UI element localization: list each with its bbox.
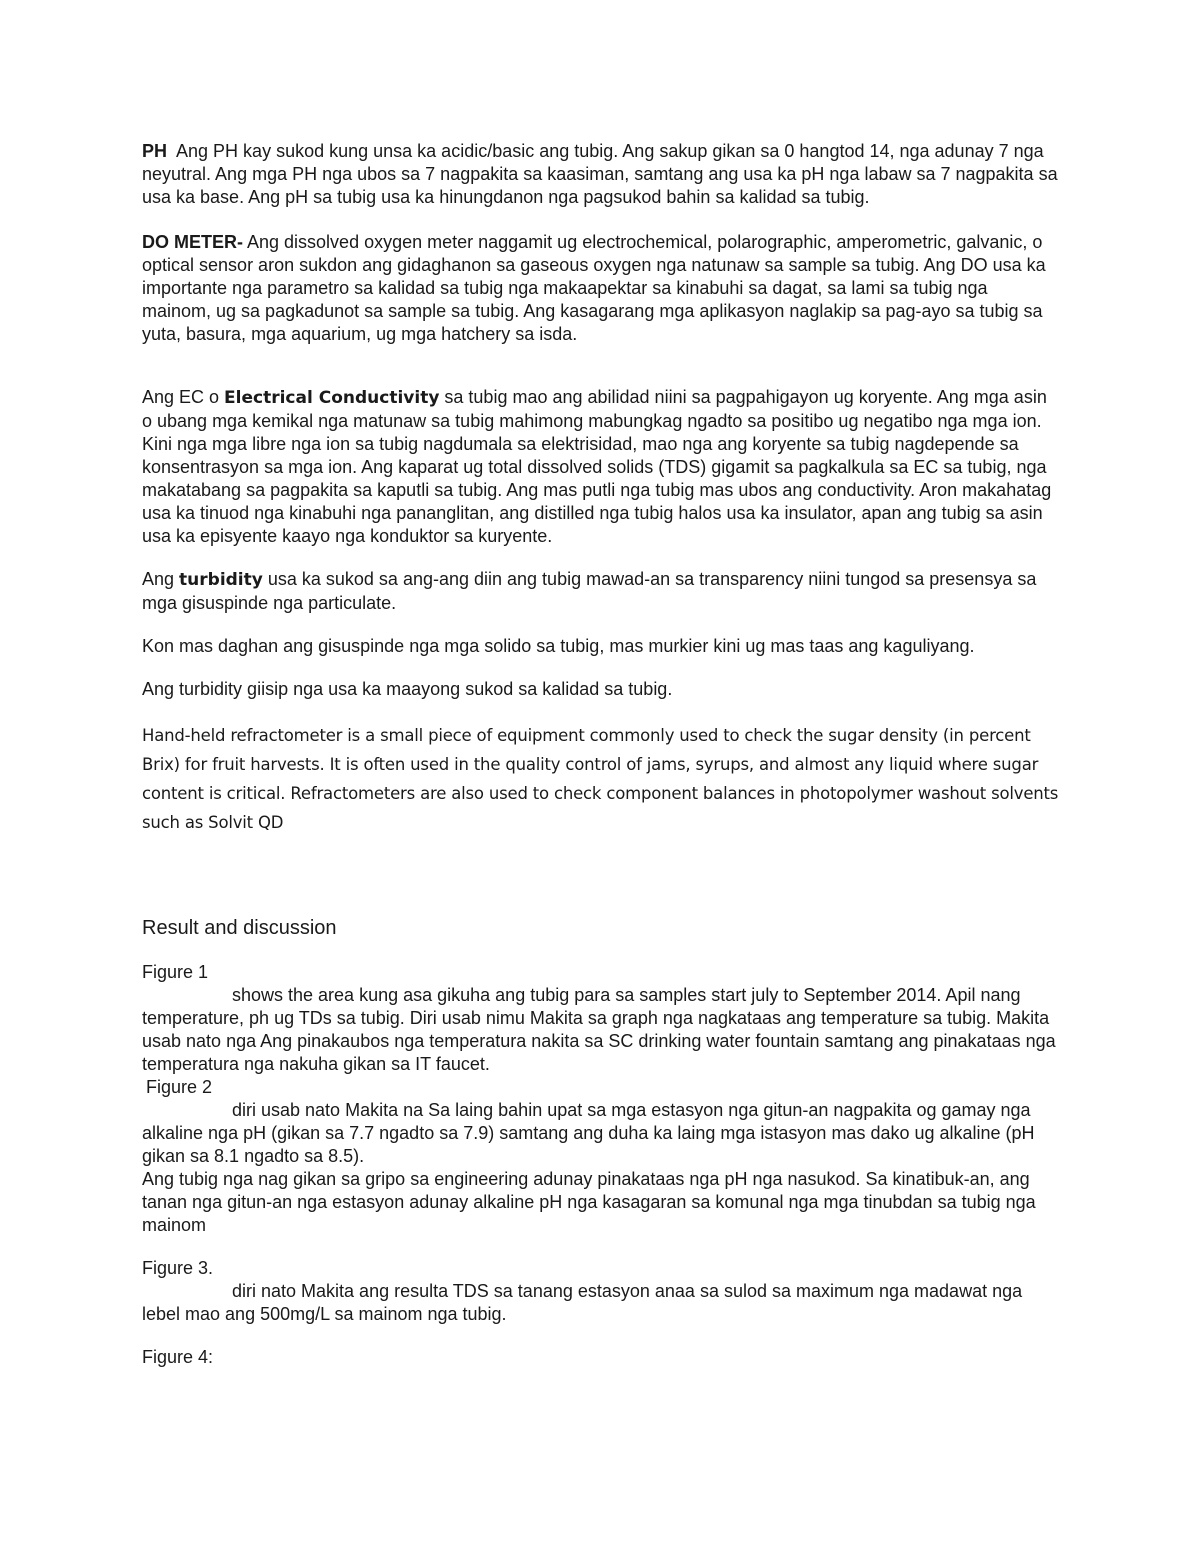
turbidity-paragraph — [142, 568, 1060, 615]
figure-3-body: diri nato Makita ang resulta TDS sa tanang estasyon anaa sa sulod sa maximum nga madawat nga lebel mao ang 500mg/L sa mainom nga tubig. — [142, 1281, 1023, 1324]
turbidity-bold-term: turbidity — [179, 570, 263, 590]
figure-4-label: Figure 4: — [142, 1347, 214, 1367]
figure-1-body: shows the area kung asa gikuha ang tubig para sa samples start july to September 2014. Apil nang temperature, ph ug TDs sa tubig. Diri usab nimu Makita sa graph nga nagkataas ang temperature sa tubig. Makita usab nato nga Ang pinakaubos nga temperatura nakita sa SC drinking water fountain samtang ang pinakataas nga temperatura nga nakuha gikan sa IT faucet. — [142, 985, 1056, 1074]
figure-2-text — [142, 1099, 1060, 1168]
figure-3-text — [142, 1280, 1060, 1326]
ec-before: Ang EC o — [142, 387, 225, 407]
ec-bold-term: Electrical Conductivity — [224, 388, 440, 408]
refractometer-paragraph: Hand-held refractometer is a small piece of equipment commonly used to check the sugar density (in percent Brix) for fruit harvests. It is often used in the quality control of jams, syrups, and almost any liquid where sugar content is critical. Refractometers are also used to check component balances in photopolymer washout solvents such as Solvit QD — [142, 726, 1059, 832]
figure-2-text-2: Ang tubig nga nag gikan sa gripo sa engineering adunay pinakataas nga pH nga nasukod. Sa kinatibuk-an, ang tanan nga gitun-an nga estasyon adunay alkaline pH nga kasagaran sa komunal nga mga tinubdan sa tubig nga mainom — [142, 1169, 1036, 1235]
figure-2-label: Figure 2 — [146, 1077, 213, 1097]
figure-3-label: Figure 3. — [142, 1258, 214, 1278]
turbidity-paragraph-2: Kon mas daghan ang gisuspinde nga mga solido sa tubig, mas murkier kini ug mas taas ang kaguliyang. — [142, 636, 975, 656]
do-meter-label: DO METER- — [142, 232, 243, 252]
ph-label: PH — [142, 141, 168, 161]
turbidity-paragraph-3: Ang turbidity giisip nga usa ka maayong sukod sa kalidad sa tubig. — [142, 679, 673, 699]
results-heading: Result and discussion — [142, 917, 337, 939]
do-meter-text: Ang dissolved oxygen meter naggamit ug electrochemical, polarographic, amperometric, galvanic, o optical sensor aron sukdon ang gidaghanon sa gaseous oxygen nga natunaw sa sample sa tubig. Ang DO usa ka importante nga parametro sa kalidad sa tubig nga makaapektar sa kinabuhi sa dagat, sa lami sa tubig nga mainom, ug sa pagkadunot sa sample sa tubig. Ang kasagarang mga aplikasyon naglakip sa pag-ayo sa tubig sa yuta, basura, mga aquarium, ug mga hatchery sa isda. — [142, 232, 1046, 344]
ph-paragraph — [142, 140, 1063, 209]
do-meter-paragraph — [142, 231, 1060, 346]
ec-paragraph — [142, 386, 1060, 548]
figure-1-text — [142, 984, 1060, 1076]
ec-after: sa tubig mao ang abilidad niini sa pagpahigayon ug koryente. Ang mga asin o ubang mga kemikal nga matunaw sa tubig mahimong mabungkag ngadto sa positibo ug negatibo nga mga ion. Kini nga mga libre nga ion sa tubig nagdumala sa elektrisidad, mao nga ang koryente sa tubig nagdepende sa konsentrasyon sa mga ion. Ang kaparat ug total dissolved solids (TDS) gigamit sa pagkalkula sa EC sa tubig, nga makatabang sa pagpakita sa kaputli sa tubig. Ang mas putli nga tubig mas ubos ang conductivity. Aron makahatag usa ka tinuod nga kinabuhi nga pananglitan, ang distilled nga tubig halos usa ka insulator, apan ang tubig sa asin usa ka episyente kaayo nga konduktor sa kuryente. — [142, 387, 1052, 546]
ph-text: Ang PH kay sukod kung unsa ka acidic/basic ang tubig. Ang sakup gikan sa 0 hangtod 14, nga adunay 7 nga neyutral. Ang mga PH nga ubos sa 7 nagpakita sa kaasiman, samtang ang usa ka pH nga labaw sa 7 nagpakita sa usa ka base. Ang pH sa tubig usa ka hinungdanon nga pagsukod bahin sa kalidad sa tubig. — [142, 141, 1063, 207]
document-page — [142, 140, 1063, 1369]
figure-2-body: diri usab nato Makita na Sa laing bahin upat sa mga estasyon nga gitun-an nagpakita og gamay nga alkaline nga pH (gikan sa 7.7 ngadto sa 7.9) samtang ang duha ka laing mga istasyon mas dako ug alkaline (pH gikan sa 8.1 ngadto sa 8.5). — [142, 1100, 1035, 1166]
turbidity-after: usa ka sukod sa ang-ang diin ang tubig mawad-an sa transparency niini tungod sa presensya sa mga gisuspinde nga particulate. — [142, 569, 1037, 613]
turbidity-before: Ang — [142, 569, 180, 589]
figure-1-label: Figure 1 — [142, 962, 209, 982]
